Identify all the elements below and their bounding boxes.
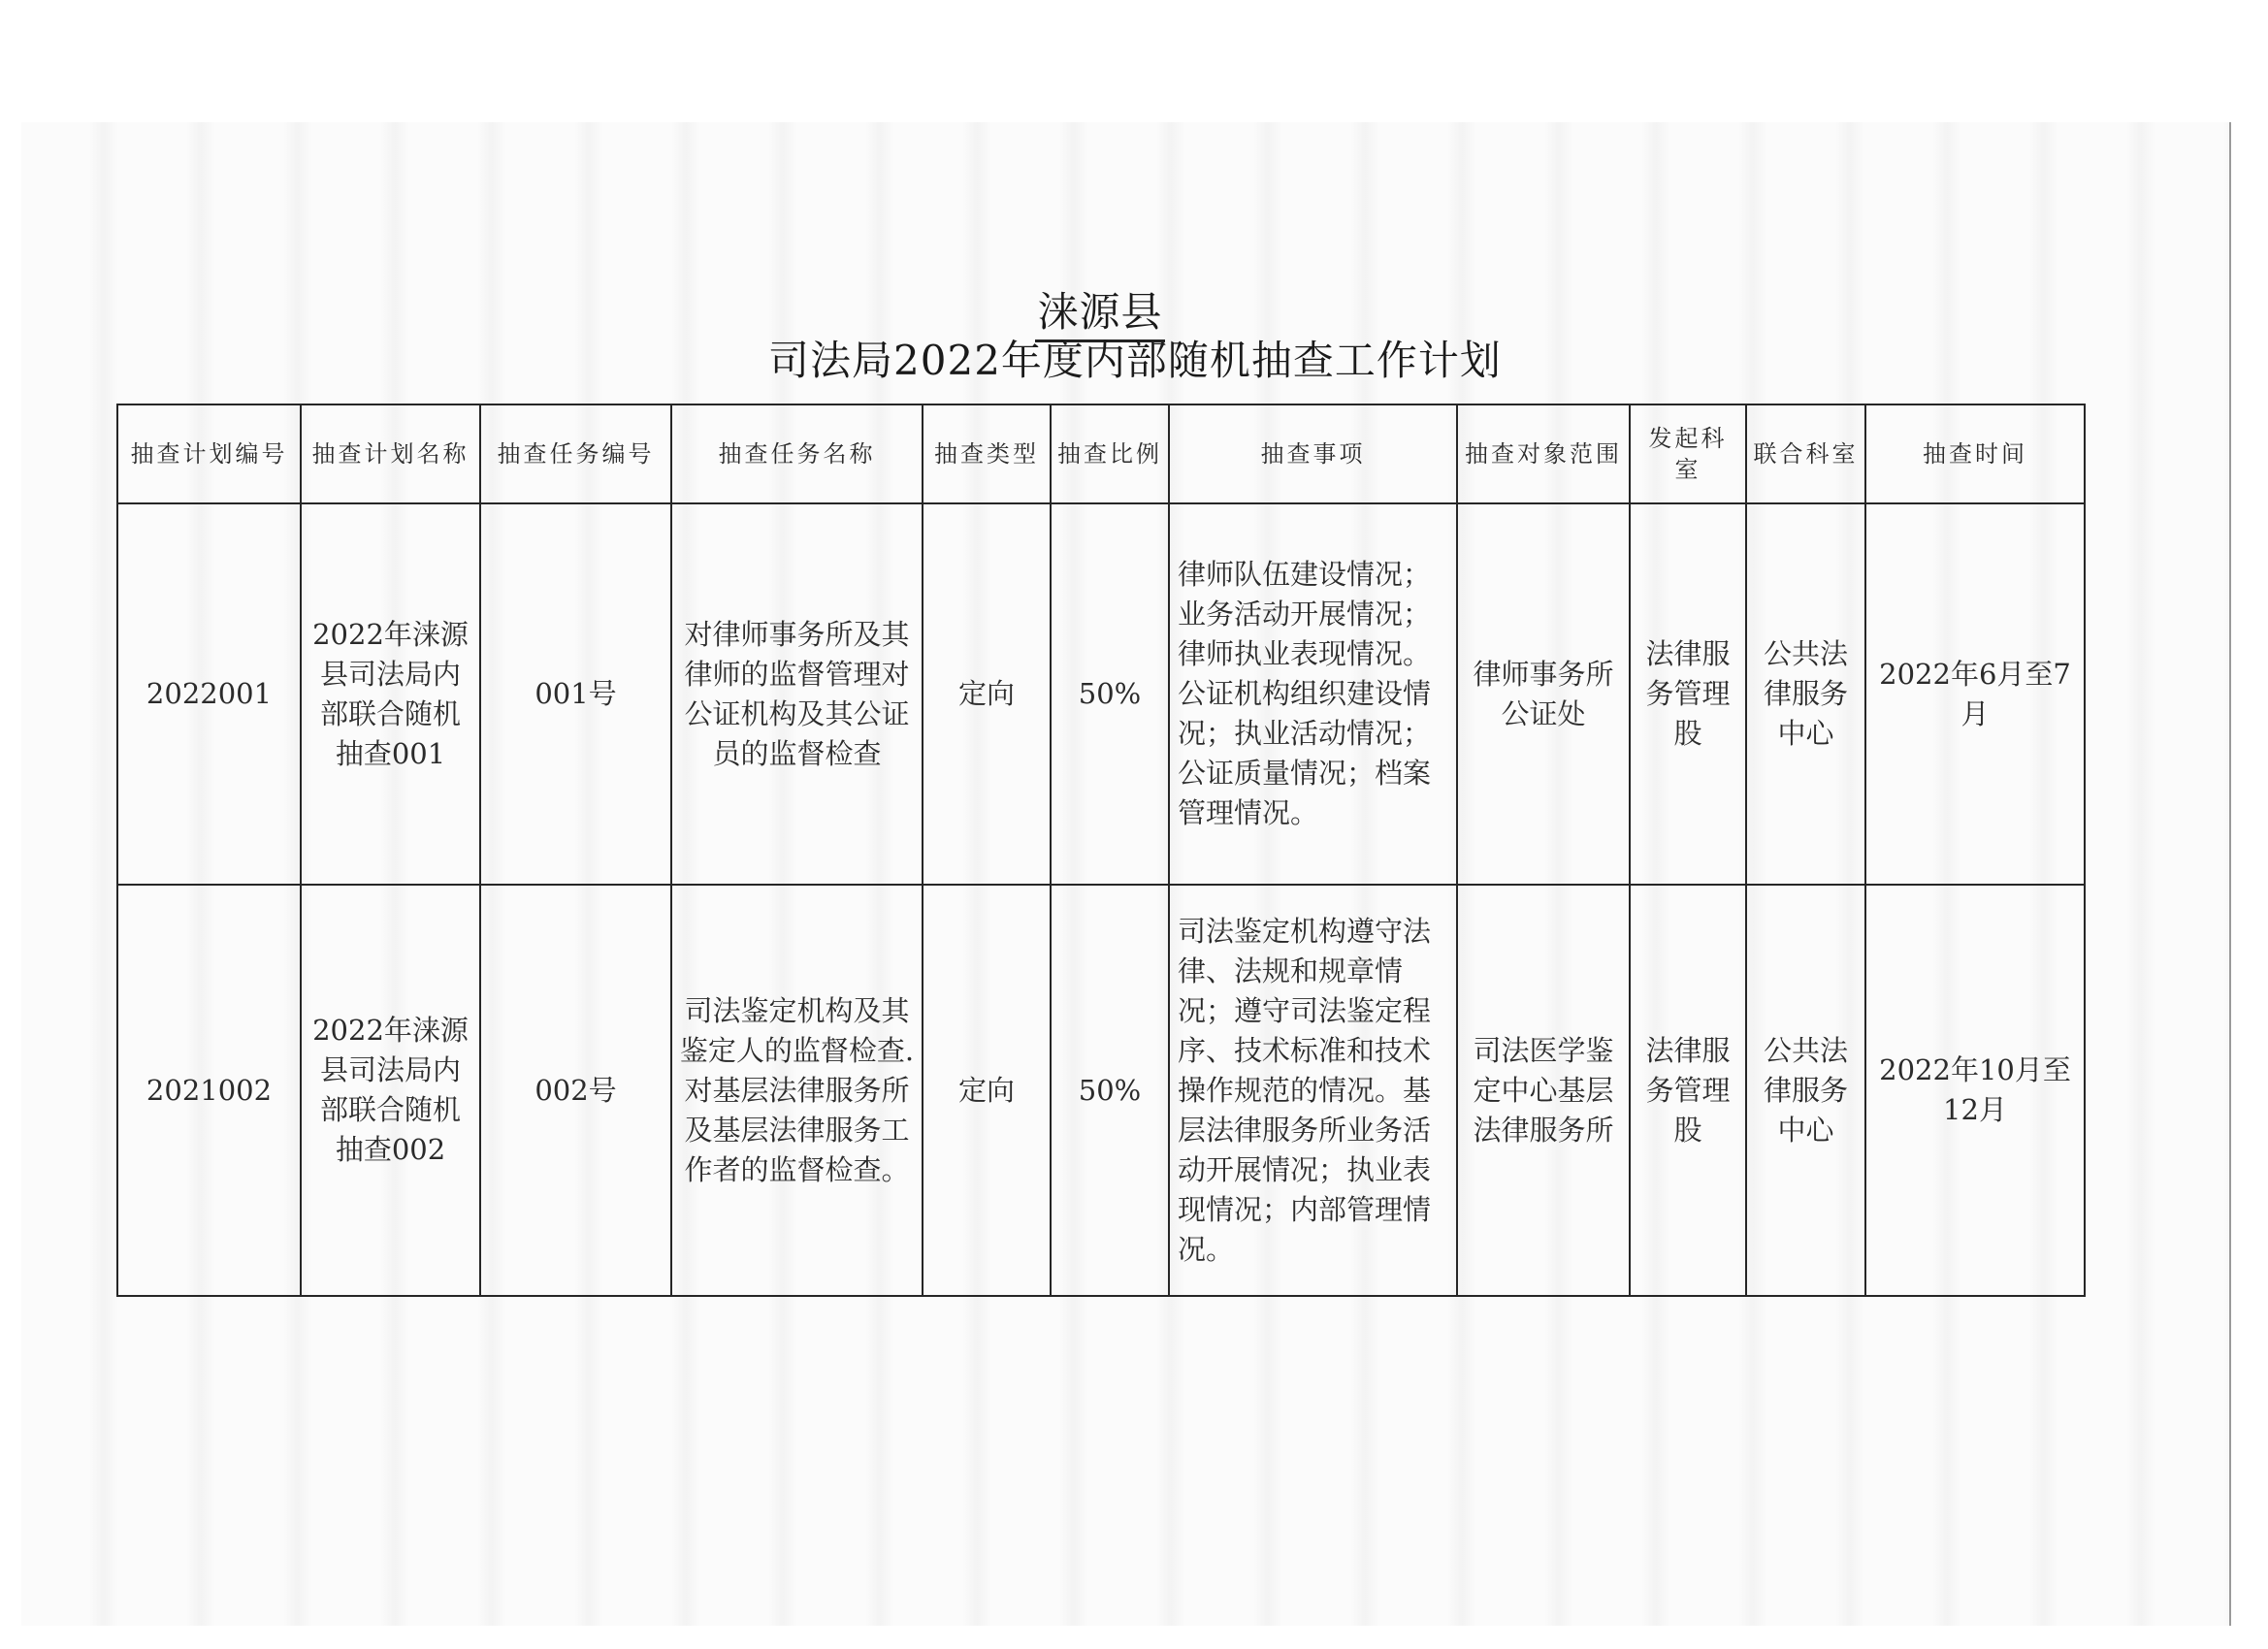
cell-initiator: 法律服务管理股 — [1630, 885, 1746, 1296]
cell-scope: 司法医学鉴定中心基层法律服务所 — [1457, 885, 1630, 1296]
table-row — [117, 885, 2085, 1296]
cell-plan-name: 2022年涞源县司法局内部联合随机抽查002 — [301, 885, 480, 1296]
cell-items: 司法鉴定机构遵守法律、法规和规章情况；遵守司法鉴定程序、技术标准和技术操作规范的情况。基层法律服务所业务活动开展情况；执业表现情况；内部管理情况。 — [1169, 885, 1457, 1296]
county-title: 涞源县 — [1035, 287, 1165, 342]
cell-task-name: 司法鉴定机构及其鉴定人的监督检查.对基层法律服务所及基层法律服务工作者的监督检查。 — [671, 885, 923, 1296]
cell-items: 律师队伍建设情况；业务活动开展情况；律师执业表现情况。公证机构组织建设情况；执业活动情况；公证质量情况；档案管理情况。 — [1169, 503, 1457, 885]
cell-task-name: 对律师事务所及其律师的监督管理对公证机构及其公证员的监督检查 — [671, 503, 923, 885]
header-task-no: 抽查任务编号 — [480, 404, 671, 503]
cell-joint: 公共法律服务中心 — [1746, 885, 1865, 1296]
cell-joint: 公共法律服务中心 — [1746, 503, 1865, 885]
header-ratio: 抽查比例 — [1051, 404, 1169, 503]
header-joint: 联合科室 — [1746, 404, 1865, 503]
header-initiator: 发起科室 — [1630, 404, 1746, 503]
cell-scope: 律师事务所公证处 — [1457, 503, 1630, 885]
cell-type: 定向 — [923, 885, 1051, 1296]
cell-initiator: 法律服务管理股 — [1630, 503, 1746, 885]
cell-ratio: 50% — [1051, 503, 1169, 885]
cell-task-no: 002号 — [480, 885, 671, 1296]
header-row — [117, 404, 2085, 503]
inspection-plan-table — [116, 404, 2086, 1297]
cell-plan-no: 2022001 — [117, 503, 301, 885]
cell-type: 定向 — [923, 503, 1051, 885]
cell-plan-name: 2022年涞源县司法局内部联合随机抽查001 — [301, 503, 480, 885]
header-plan-name: 抽查计划名称 — [301, 404, 480, 503]
cell-time: 2022年10月至12月 — [1865, 885, 2085, 1296]
header-items: 抽查事项 — [1169, 404, 1457, 503]
cell-time: 2022年6月至7月 — [1865, 503, 2085, 885]
cell-ratio: 50% — [1051, 885, 1169, 1296]
cell-task-no: 001号 — [480, 503, 671, 885]
document-title: 司法局2022年度内部随机抽查工作计划 — [768, 337, 1502, 384]
header-time: 抽查时间 — [1865, 404, 2085, 503]
header-task-name: 抽查任务名称 — [671, 404, 923, 503]
table-row — [117, 503, 2085, 885]
header-scope: 抽查对象范围 — [1457, 404, 1630, 503]
header-type: 抽查类型 — [923, 404, 1051, 503]
header-plan-no: 抽查计划编号 — [117, 404, 301, 503]
cell-plan-no: 2021002 — [117, 885, 301, 1296]
